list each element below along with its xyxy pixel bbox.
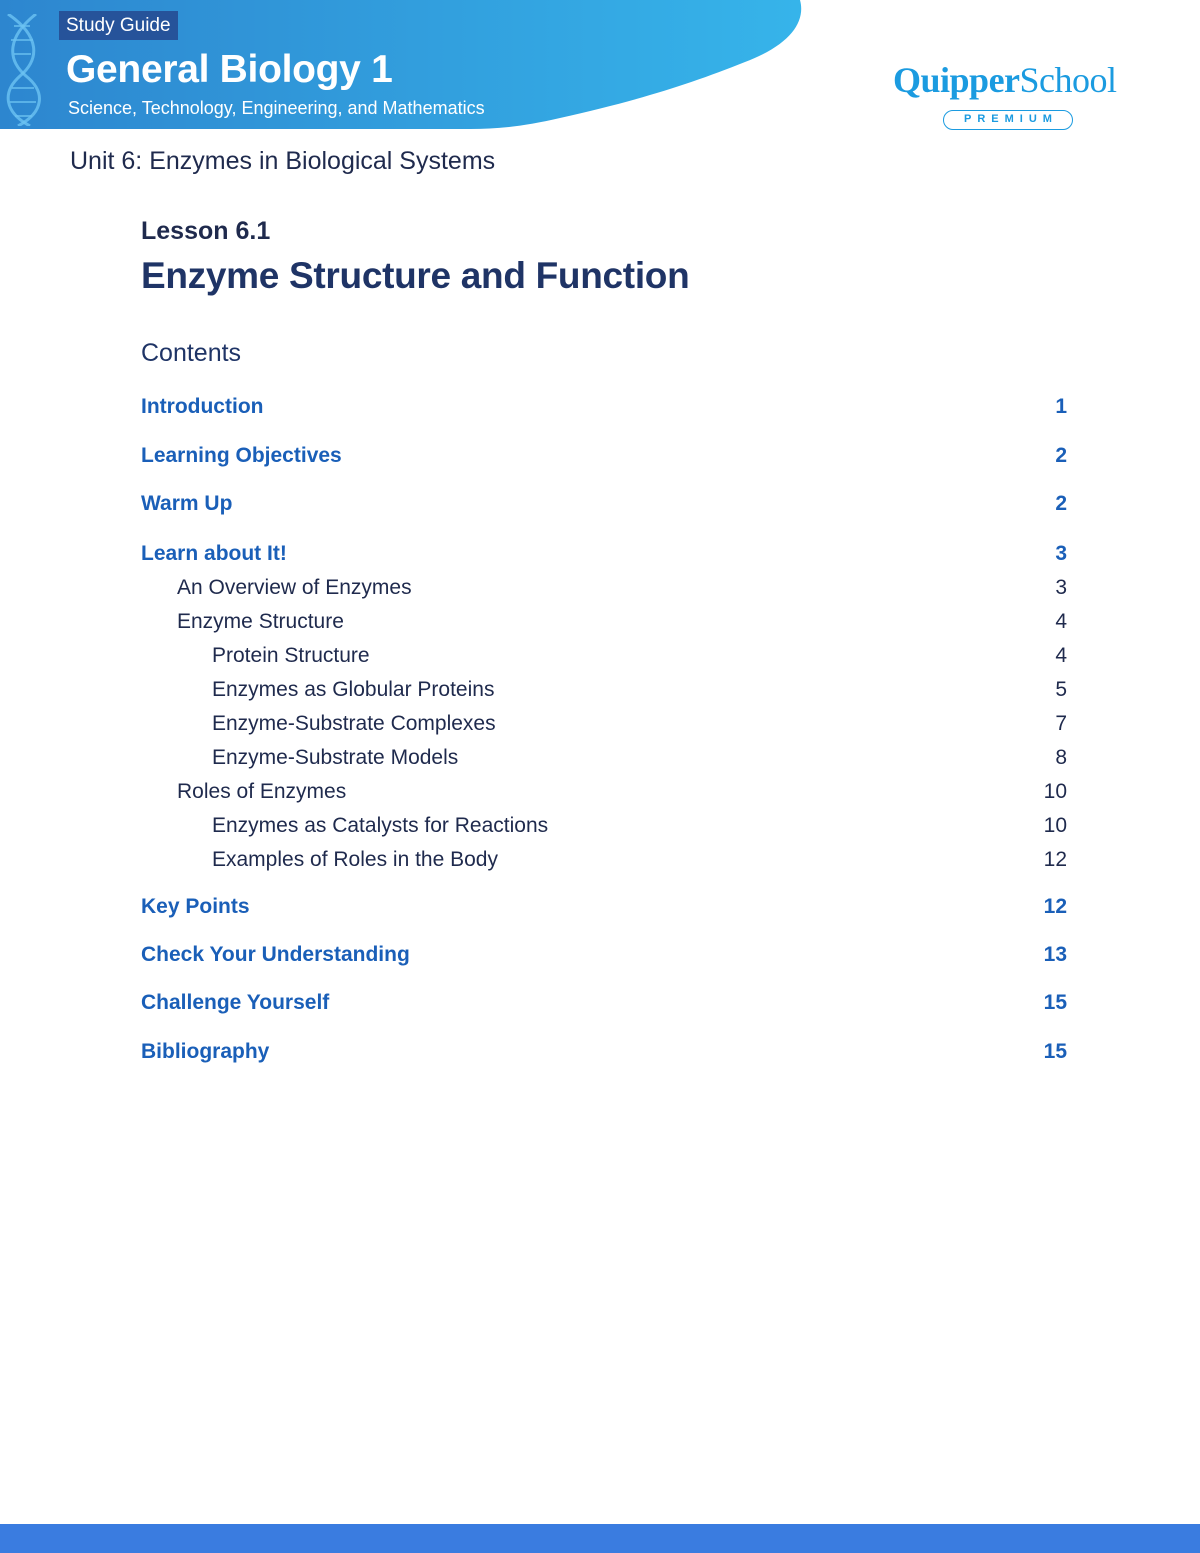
- logo-premium-badge: PREMIUM: [943, 110, 1073, 130]
- toc-item-label: Challenge Yourself: [141, 991, 330, 1014]
- study-guide-badge: Study Guide: [59, 11, 178, 40]
- toc-item-introduction[interactable]: [141, 392, 1067, 422]
- logo-name-bold: Quipper: [893, 60, 1020, 100]
- toc-item-page: 4: [1055, 610, 1067, 633]
- logo-name-regular: School: [1019, 60, 1117, 100]
- toc-item-label: An Overview of Enzymes: [177, 576, 412, 599]
- toc-item-label: Learn about It!: [141, 542, 287, 565]
- toc-item-page: 12: [1043, 895, 1067, 918]
- lesson-number: Lesson 6.1: [141, 217, 271, 245]
- course-subtitle: Science, Technology, Engineering, and Mathematics: [68, 98, 485, 118]
- toc-item-check-understanding[interactable]: [141, 940, 1067, 970]
- lesson-title: Enzyme Structure and Function: [141, 255, 690, 296]
- toc-item-label: Enzyme-Substrate Complexes: [212, 712, 496, 735]
- toc-item-challenge-yourself[interactable]: [141, 988, 1067, 1018]
- toc-item-learning-objectives[interactable]: [141, 441, 1067, 471]
- toc-item-label: Enzyme Structure: [177, 610, 344, 633]
- toc-item-roles-in-body[interactable]: [141, 845, 1067, 875]
- toc-item-substrate-models[interactable]: [141, 743, 1067, 773]
- toc-item-label: Protein Structure: [212, 644, 370, 667]
- toc-item-page: 10: [1043, 814, 1067, 837]
- toc-item-page: 3: [1055, 542, 1067, 565]
- toc-item-label: Bibliography: [141, 1040, 270, 1063]
- toc-item-label: Learning Objectives: [141, 444, 342, 467]
- toc-item-page: 15: [1043, 991, 1067, 1014]
- toc-item-page: 2: [1055, 444, 1067, 467]
- toc-item-page: 1: [1055, 395, 1067, 418]
- dna-icon: [0, 14, 62, 126]
- toc-item-page: 12: [1043, 848, 1067, 871]
- toc-item-label: Introduction: [141, 395, 264, 418]
- toc-item-label: Enzyme-Substrate Models: [212, 746, 459, 769]
- toc-item-key-points[interactable]: [141, 892, 1067, 922]
- toc-item-page: 10: [1043, 780, 1067, 803]
- toc-item-label: Examples of Roles in the Body: [212, 848, 498, 871]
- quipper-school-logo: [893, 60, 1133, 135]
- course-title: General Biology 1: [66, 48, 393, 91]
- contents-heading: Contents: [141, 339, 242, 367]
- toc-item-page: 2: [1055, 492, 1067, 515]
- toc-item-protein-structure[interactable]: [141, 641, 1067, 671]
- toc-item-page: 4: [1055, 644, 1067, 667]
- toc-item-enzyme-structure[interactable]: [141, 607, 1067, 637]
- toc-item-learn-about-it[interactable]: [141, 539, 1067, 569]
- toc-item-label: Warm Up: [141, 492, 233, 515]
- toc-item-substrate-complexes[interactable]: [141, 709, 1067, 739]
- toc-item-label: Roles of Enzymes: [177, 780, 347, 803]
- toc-item-page: 7: [1055, 712, 1067, 735]
- toc-item-catalysts[interactable]: [141, 811, 1067, 841]
- toc-item-page: 13: [1043, 943, 1067, 966]
- toc-item-globular-proteins[interactable]: [141, 675, 1067, 705]
- toc-item-warm-up[interactable]: [141, 489, 1067, 519]
- toc-item-page: 8: [1055, 746, 1067, 769]
- toc-item-page: 3: [1055, 576, 1067, 599]
- toc-item-label: Check Your Understanding: [141, 943, 410, 966]
- toc-item-roles-of-enzymes[interactable]: [141, 777, 1067, 807]
- toc-item-page: 15: [1043, 1040, 1067, 1063]
- footer-bar: [0, 1524, 1200, 1553]
- unit-title: Unit 6: Enzymes in Biological Systems: [70, 147, 496, 175]
- logo-wordmark: [893, 60, 1133, 100]
- toc-item-label: Enzymes as Globular Proteins: [212, 678, 495, 701]
- toc-item-bibliography[interactable]: [141, 1037, 1067, 1067]
- toc-item-page: 5: [1055, 678, 1067, 701]
- toc-item-overview-of-enzymes[interactable]: [141, 573, 1067, 603]
- toc-item-label: Key Points: [141, 895, 250, 918]
- toc-item-label: Enzymes as Catalysts for Reactions: [212, 814, 549, 837]
